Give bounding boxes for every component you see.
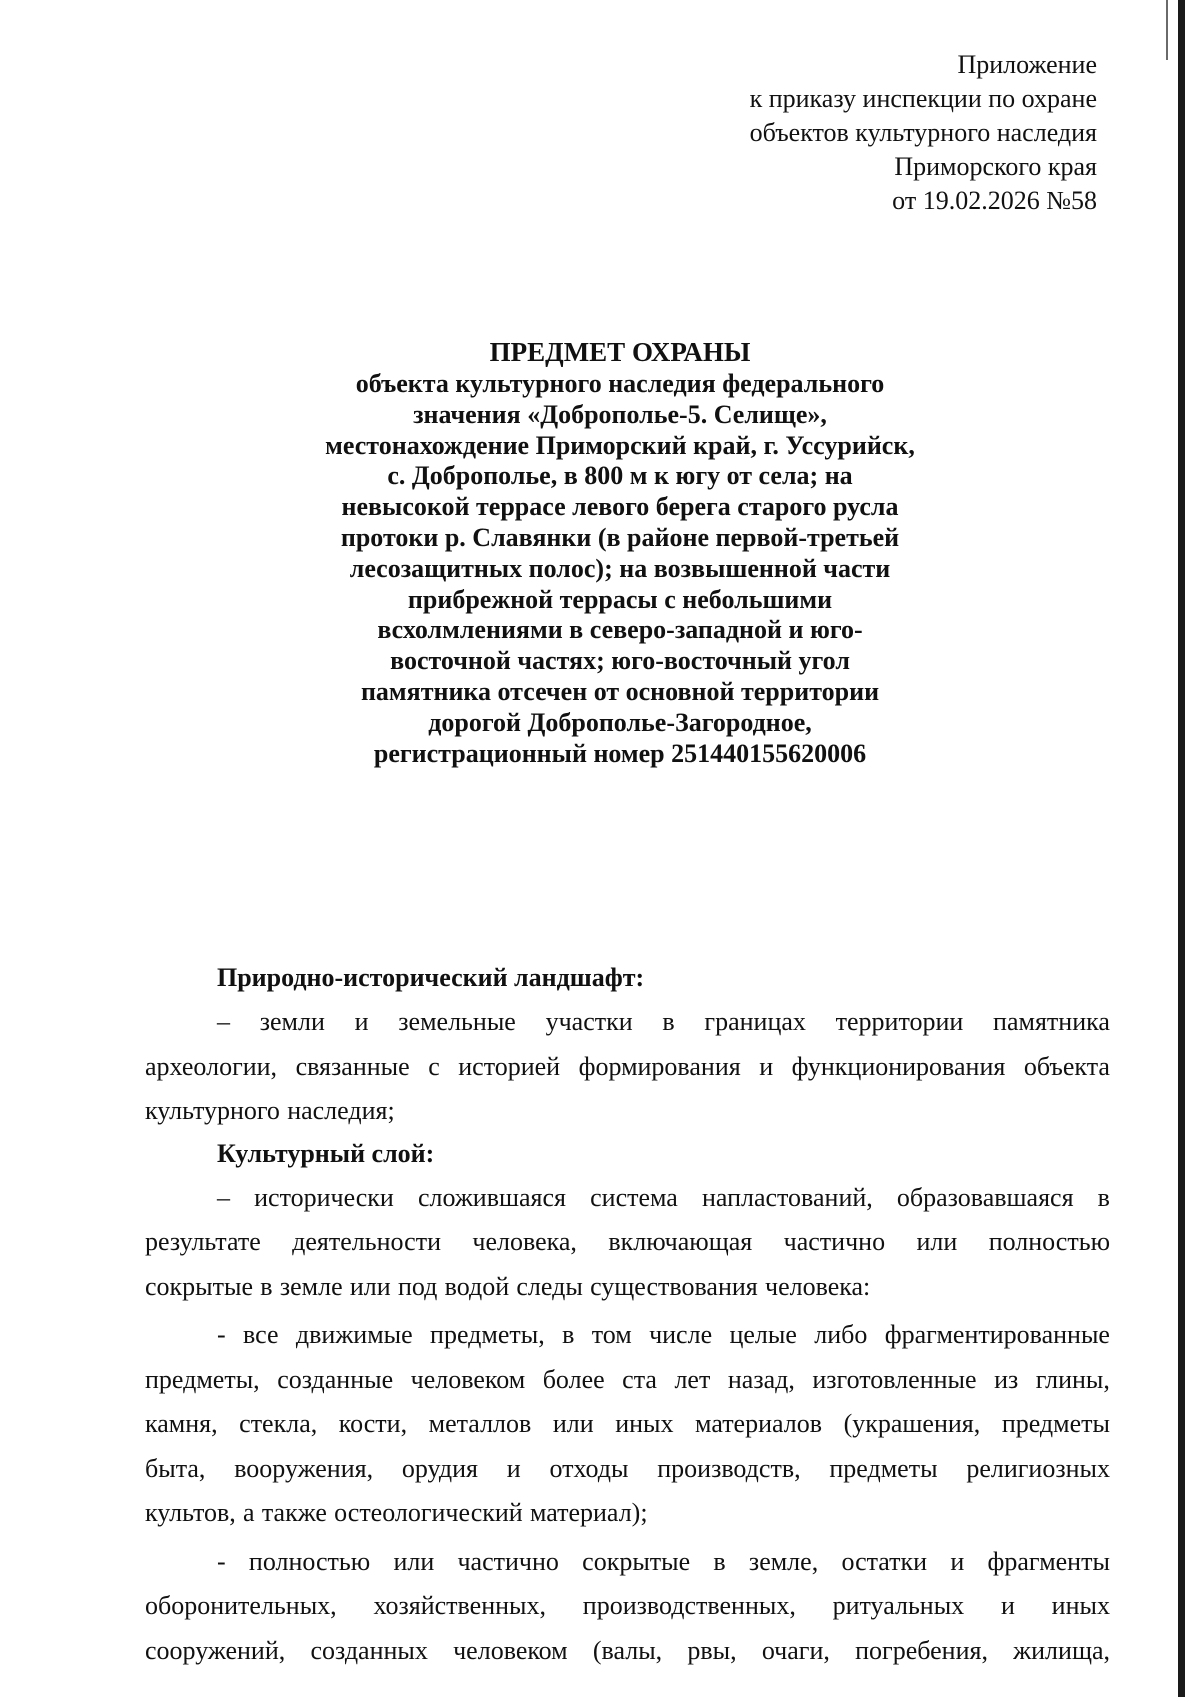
word: быта, xyxy=(145,1453,206,1483)
word: сокрытые xyxy=(582,1546,691,1576)
word: также xyxy=(261,1498,327,1527)
title-line: прибрежной террасы с небольшими xyxy=(407,584,833,614)
appendix-line: от 19.02.2026 №58 xyxy=(892,186,1097,215)
appendix-line: Приложение xyxy=(957,50,1097,79)
document-heading: ПРЕДМЕТ ОХРАНЫ xyxy=(489,337,751,367)
title-line: всхолмлениями в северо-западной и юго- xyxy=(377,615,863,645)
word: культурного xyxy=(145,1096,280,1125)
word: ритуальных xyxy=(832,1591,965,1620)
word: иных xyxy=(615,1409,674,1438)
document-title-block xyxy=(250,335,990,769)
paragraph-line xyxy=(145,1584,1110,1629)
word: с xyxy=(428,1051,440,1081)
word: или xyxy=(349,1271,391,1301)
word: полностью xyxy=(248,1546,371,1576)
word: глины, xyxy=(1035,1364,1110,1394)
word: числе xyxy=(649,1320,713,1349)
appendix-note xyxy=(750,48,1097,218)
appendix-line: к приказу инспекции по охране xyxy=(749,84,1097,113)
word: и xyxy=(759,1051,774,1081)
paragraph-line xyxy=(145,1447,1110,1492)
word: иных xyxy=(1051,1591,1110,1620)
word: орудия xyxy=(401,1453,478,1483)
word: объекта xyxy=(1023,1051,1110,1081)
word: земле xyxy=(279,1271,343,1301)
paragraph-line xyxy=(145,1313,1110,1358)
word: предметы xyxy=(1001,1409,1110,1438)
title-line: дорогой Доброполье-Загородное, xyxy=(428,707,812,737)
word: погребения, xyxy=(855,1635,988,1665)
word: сложившаяся xyxy=(417,1182,567,1212)
word: очаги, xyxy=(761,1635,830,1665)
paragraph-line xyxy=(145,1491,1110,1536)
word: стекла, xyxy=(239,1409,318,1438)
word: система xyxy=(590,1182,678,1212)
word: деятельности xyxy=(292,1227,441,1256)
word: сокрытые xyxy=(145,1271,254,1301)
word: - xyxy=(217,1320,226,1349)
word: хозяйственных, xyxy=(373,1591,546,1620)
word: полностью xyxy=(988,1227,1110,1256)
title-line: невысокой террасе левого берега старого русла xyxy=(341,492,899,522)
word: территории xyxy=(835,1007,964,1036)
word: человека: xyxy=(765,1271,871,1301)
word: кости, xyxy=(338,1409,408,1438)
word: – xyxy=(217,1007,230,1036)
word: историей xyxy=(458,1051,561,1081)
section-heading-cultural-layer: Культурный слой: xyxy=(217,1138,435,1168)
word: или xyxy=(552,1409,594,1438)
word: результате xyxy=(145,1227,261,1256)
word: производств, xyxy=(657,1453,801,1483)
word: (украшения, xyxy=(843,1409,981,1438)
paragraph-line xyxy=(145,1045,1110,1090)
title-line: памятника отсечен от основной территории xyxy=(360,676,880,706)
word: и xyxy=(354,1007,369,1036)
appendix-line: объектов культурного наследия xyxy=(749,118,1097,147)
word: в xyxy=(260,1271,273,1301)
structures-paragraph xyxy=(145,1540,1110,1674)
title-line: регистрационный номер 251440155620006 xyxy=(373,738,867,768)
word: созданных xyxy=(310,1635,428,1665)
word: - xyxy=(217,1546,226,1576)
paragraph-line xyxy=(145,1000,1110,1045)
word: частично xyxy=(783,1227,886,1256)
word: водой xyxy=(444,1271,510,1301)
word: изготовленные xyxy=(812,1364,977,1394)
title-line: с. Доброполье, в 800 м к югу от села; на xyxy=(387,461,853,491)
landscape-paragraph xyxy=(145,1000,1110,1134)
word: и xyxy=(950,1546,965,1576)
word: границах xyxy=(704,1007,806,1036)
title-line: местонахождение Приморский край, г. Уссурийск, xyxy=(325,430,915,460)
word: рвы, xyxy=(687,1635,737,1665)
title-line: объекта культурного наследия федерального xyxy=(355,369,885,398)
word: функционирования xyxy=(791,1051,1006,1081)
word: фрагментированные xyxy=(884,1320,1110,1349)
word: человека, xyxy=(472,1227,577,1256)
word: напластований, xyxy=(701,1182,873,1212)
paragraph-line xyxy=(145,1220,1110,1265)
word: в xyxy=(1097,1182,1110,1212)
word: движимые xyxy=(295,1320,413,1349)
word: материал); xyxy=(529,1498,648,1527)
paragraph-line xyxy=(145,1629,1110,1674)
word: – xyxy=(217,1182,230,1212)
word: земле, xyxy=(748,1546,819,1576)
word: предметы, xyxy=(145,1364,260,1394)
word: под xyxy=(397,1271,438,1301)
word: в xyxy=(713,1546,726,1576)
paragraph-line xyxy=(145,1265,1110,1310)
word: том xyxy=(591,1320,632,1349)
word: культов, xyxy=(145,1498,236,1527)
word: производственных, xyxy=(582,1591,796,1620)
title-line: протоки р. Славянки (в районе первой-третьей xyxy=(340,522,900,552)
word: и xyxy=(506,1453,521,1483)
word: религиозных xyxy=(966,1453,1110,1483)
word: жилища, xyxy=(1013,1635,1110,1665)
word: оборонительных, xyxy=(145,1591,337,1620)
word: земли xyxy=(259,1007,325,1036)
word: в xyxy=(662,1007,675,1036)
word: либо xyxy=(814,1320,868,1349)
word: а xyxy=(243,1498,255,1527)
movable-items-paragraph xyxy=(145,1313,1110,1536)
word: металлов xyxy=(428,1409,532,1438)
scan-edge-line xyxy=(1166,0,1168,60)
paragraph-line xyxy=(145,1176,1110,1221)
word: в xyxy=(562,1320,575,1349)
appendix-line: Приморского края xyxy=(894,152,1097,181)
word: лет xyxy=(674,1364,711,1394)
section-heading-landscape: Природно-исторический ландшафт: xyxy=(217,963,645,992)
word: человеком xyxy=(410,1364,526,1394)
word: (валы, xyxy=(592,1635,663,1665)
word: фрагменты xyxy=(987,1546,1110,1576)
scan-edge-shadow xyxy=(1178,0,1185,1697)
word: археологии, xyxy=(145,1051,278,1081)
word: человеком xyxy=(453,1635,568,1665)
word: назад, xyxy=(727,1364,795,1394)
word: ста xyxy=(622,1364,657,1394)
word: связанные xyxy=(295,1051,410,1081)
word: предметы, xyxy=(430,1320,545,1349)
word: созданные xyxy=(277,1364,394,1394)
paragraph-line xyxy=(145,1402,1110,1447)
word: или xyxy=(916,1227,958,1256)
word: исторически xyxy=(254,1182,394,1212)
word: частично xyxy=(457,1546,559,1576)
word: материалов xyxy=(695,1409,823,1438)
word: предметы xyxy=(829,1453,938,1483)
word: образовавшаяся xyxy=(896,1182,1074,1212)
title-line: значения «Доброполье-5. Селище», xyxy=(413,399,827,429)
word: или xyxy=(393,1546,435,1576)
word: памятника xyxy=(993,1007,1110,1036)
word: из xyxy=(994,1364,1019,1394)
word: включающая xyxy=(608,1227,753,1256)
document-body xyxy=(145,958,1110,1673)
word: земельные xyxy=(398,1007,516,1036)
word: формирования xyxy=(578,1051,741,1081)
paragraph-line xyxy=(145,1089,1110,1134)
paragraph-line xyxy=(145,1358,1110,1403)
word: вооружения, xyxy=(234,1453,374,1483)
word: сооружений, xyxy=(145,1635,286,1665)
word: следы xyxy=(516,1271,583,1301)
paragraph-line xyxy=(145,1540,1110,1585)
word: отходы xyxy=(549,1453,629,1483)
word: все xyxy=(243,1320,279,1349)
word: наследия; xyxy=(287,1096,395,1125)
word: остатки xyxy=(841,1546,928,1576)
word: и xyxy=(1000,1591,1015,1620)
title-line: лесозащитных полос); на возвышенной части xyxy=(349,553,891,583)
word: более xyxy=(542,1364,605,1394)
word: участки xyxy=(545,1007,633,1036)
cultural-layer-paragraph xyxy=(145,1176,1110,1310)
word: целые xyxy=(729,1320,797,1349)
title-line: восточной частях; юго-восточный угол xyxy=(390,646,850,676)
word: камня, xyxy=(145,1409,218,1438)
word: остеологический xyxy=(334,1498,523,1527)
word: существования xyxy=(590,1271,758,1301)
